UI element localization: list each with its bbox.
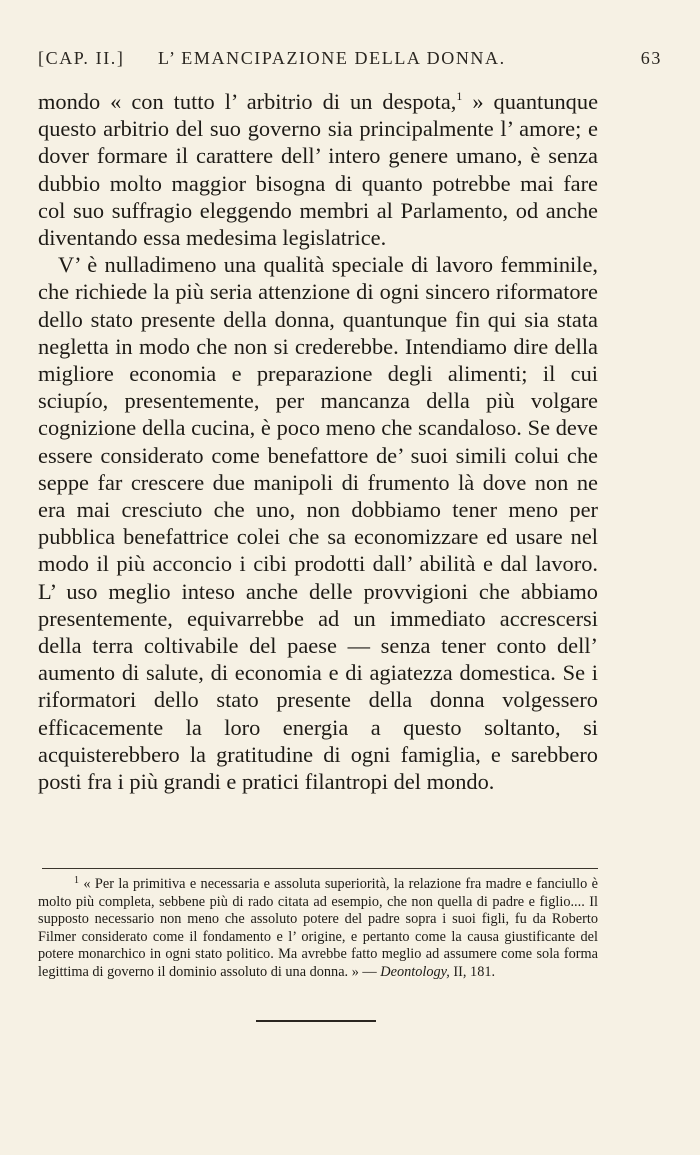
footnote-source-ref: II, 181. bbox=[449, 963, 496, 980]
paragraph-1-start: mondo « con tutto l’ arbitrio di un despota, bbox=[38, 89, 457, 114]
footnote bbox=[38, 876, 598, 982]
footnote-mark: 1 bbox=[74, 875, 79, 886]
footnote-source-title: Deontology, bbox=[380, 963, 450, 980]
running-title: L’ EMANCIPAZIONE DELLA DONNA. bbox=[158, 48, 506, 68]
paragraph-1-end: » quantunque questo arbitrio del suo governo sia principalmente l’ amore; e dover formare il carattere dell’ intero genere umano, è senza dubbio molto maggior bisogna di quanto potrebbe mai fare col suo suffragio eleggendo membri al Parlamento, od anche diventando essa medesima legislatrice. bbox=[38, 89, 599, 251]
footnote-text-block bbox=[38, 876, 598, 982]
footnote-text: « Per la primitiva e necessaria e assoluta superiorità, la relazione fra madre e fanciullo è molto più completa, sebbene più di rado citata ad esempio, che non quella di padre e figlio.... Il supposto necessario non meno che assoluto potere del padre sopra i suoi figli, fu da Roberto Filmer considerato come il fondamento e l’ origine, e pertanto come la causa giustificante del potere monarchico in ogni stato politico. Ma avrebbe fatto meglio ad assumere come sola forma legittima di governo il dominio assoluto di una donna. » — bbox=[38, 876, 598, 980]
chapter-label: [CAP. II.] bbox=[38, 48, 125, 68]
footnote-divider bbox=[42, 868, 598, 869]
footnote-reference: 1 bbox=[456, 89, 463, 103]
main-text bbox=[38, 88, 598, 795]
running-head bbox=[38, 48, 662, 74]
page-number: 63 bbox=[640, 48, 662, 68]
end-rule bbox=[256, 1020, 376, 1022]
paragraph-1 bbox=[38, 88, 598, 251]
paragraph-2: V’ è nulladimeno una qualità speciale di lavoro femminile, che richiede la più seria attenzione di ogni sincero riformatore dello stato presente della donna, quantunque fin qui sia stata negletta in modo che non si crederebbe. Intendiamo dire della migliore economia e preparazione degli alimenti; il cui sciupío, presentemente, per mancanza della più volgare cognizione della cucina, è poco meno che scandaloso. Se deve essere considerato come benefattore de’ suoi simili colui che seppe far crescere due manipoli di frumento là dove non ne era mai cresciuto che uno, non dobbiamo tener meno per pubblica benefattrice colei che sa economizzare ed usare nel modo il più acconcio i cibi prodotti dall’ abilità e dal lavoro. L’ uso meglio inteso anche delle provvigioni che abbiamo presentemente, equivarrebbe ad un immediato accrescersi della terra coltivabile del paese — senza tener conto dell’ aumento di salute, di economia e di agiatezza domestica. Se i riformatori dello stato presente della donna volgessero efficacemente la loro energia a questo soltanto, si acquisterebbero la gratitudine di ogni famiglia, e sarebbero posti fra i più grandi e pratici filantropi del mondo. bbox=[38, 252, 598, 795]
